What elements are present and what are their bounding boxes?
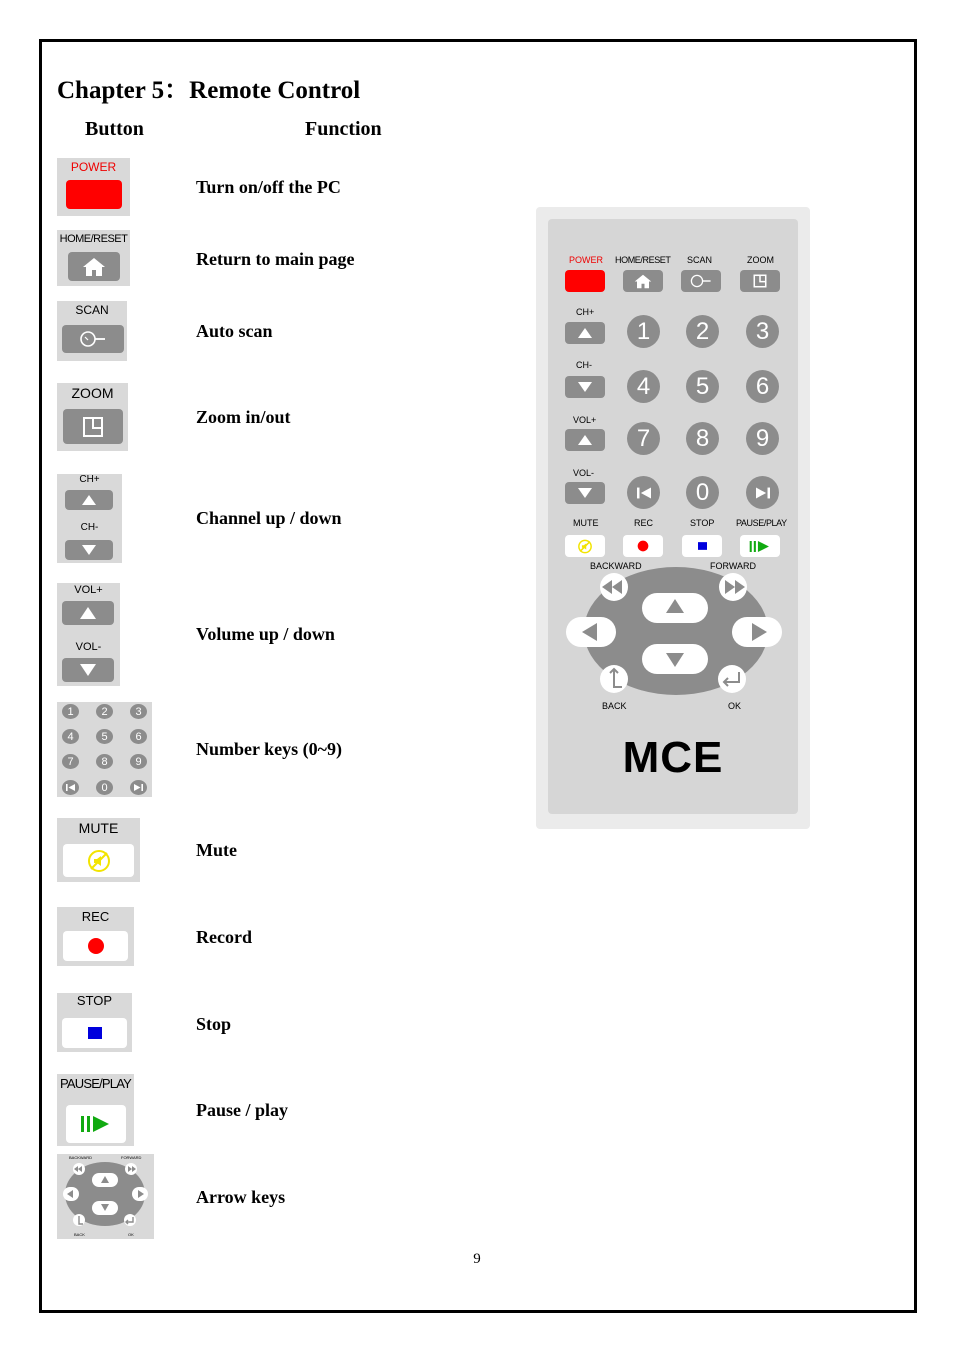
remote-vol-up-icon <box>565 429 605 451</box>
key-9: 9 <box>130 754 147 769</box>
home-icon <box>68 252 120 281</box>
arrow-ok-label: OK <box>128 1232 134 1237</box>
power-label: POWER <box>70 160 117 174</box>
remote-stop-icon <box>682 535 722 557</box>
remote-vol-down-icon <box>565 482 605 504</box>
home-button-image <box>57 230 130 286</box>
remote-key-9: 9 <box>746 422 779 455</box>
page-title: Chapter 5：Remote Control <box>57 77 361 104</box>
remote-key-0: 0 <box>686 476 719 509</box>
remote-home-icon <box>623 270 663 292</box>
home-label: HOME/RESET <box>59 233 128 245</box>
vol-down-icon <box>62 658 114 682</box>
home-description: Return to main page <box>196 249 355 269</box>
key-8: 8 <box>96 754 113 769</box>
arrow-forward-label: FORWARD <box>121 1155 142 1160</box>
mute-button-image <box>57 818 140 882</box>
mute-icon <box>63 844 134 877</box>
rec-label: REC <box>81 909 110 924</box>
pause-play-button-image <box>57 1074 134 1146</box>
vol-down-label: VOL- <box>75 641 102 653</box>
number-keys-description: Number keys (0~9) <box>196 739 343 759</box>
remote-key-1: 1 <box>627 315 660 348</box>
power-button <box>66 180 122 209</box>
remote-pause-play-label: PAUSE/PLAY <box>736 518 787 528</box>
remote-power-button <box>565 270 605 292</box>
page-number: 9 <box>473 1251 481 1267</box>
scan-description: Auto scan <box>196 321 273 341</box>
zoom-icon <box>63 409 123 444</box>
scan-label: SCAN <box>75 303 109 317</box>
remote-ch-down-icon <box>565 376 605 398</box>
pause-play-description: Pause / play <box>196 1100 289 1120</box>
remote-key-3: 3 <box>746 315 779 348</box>
stop-label: STOP <box>76 993 113 1008</box>
remote-pause-play-icon <box>740 535 780 557</box>
rec-button-image <box>57 907 134 966</box>
remote-scan-icon <box>681 270 721 292</box>
remote-scan-label: SCAN <box>687 255 713 265</box>
ch-down-icon <box>65 540 113 560</box>
remote-next-track-icon <box>746 476 779 509</box>
key-7: 7 <box>62 754 79 769</box>
remote-mute-label: MUTE <box>573 518 599 528</box>
pause-play-icon <box>66 1105 126 1143</box>
scan-icon <box>62 325 124 353</box>
remote-key-8: 8 <box>686 422 719 455</box>
vol-up-icon <box>62 601 114 625</box>
mute-description: Mute <box>196 840 237 860</box>
remote-zoom-icon <box>740 270 780 292</box>
remote-key-2: 2 <box>686 315 719 348</box>
key-4: 4 <box>62 729 79 744</box>
key-5: 5 <box>96 729 113 744</box>
remote-ch-down-label: CH- <box>576 360 592 370</box>
remote-zoom-label: ZOOM <box>747 255 774 265</box>
ch-up-label: CH+ <box>79 474 100 485</box>
remote-power-label: POWER <box>569 255 604 265</box>
stop-button-image <box>57 993 132 1052</box>
column-header-button: Button <box>85 118 144 140</box>
key-2: 2 <box>96 704 113 719</box>
remote-key-4: 4 <box>627 370 660 403</box>
arrow-keys-image <box>57 1154 154 1239</box>
mute-label: MUTE <box>78 820 119 836</box>
key-6: 6 <box>130 729 147 744</box>
arrow-backward-label: BACKWARD <box>69 1155 92 1160</box>
power-button-image <box>57 158 130 216</box>
ch-up-icon <box>65 490 113 510</box>
zoom-label: ZOOM <box>71 385 114 401</box>
next-track-icon <box>130 780 147 795</box>
prev-track-icon <box>62 780 79 795</box>
remote-ch-up-icon <box>565 322 605 344</box>
column-header-function: Function <box>305 118 382 140</box>
pause-play-label: PAUSE/PLAY <box>60 1076 131 1091</box>
record-icon <box>63 931 128 961</box>
scan-button-image <box>57 301 127 361</box>
remote-vol-up-label: VOL+ <box>573 415 597 425</box>
remote-vol-down-label: VOL- <box>573 468 595 478</box>
remote-forward-label: FORWARD <box>710 561 756 571</box>
remote-ok-label: OK <box>728 701 742 711</box>
remote-ch-up-label: CH+ <box>576 307 595 317</box>
arrow-back-label: BACK <box>74 1232 85 1237</box>
vol-up-label: VOL+ <box>74 584 103 596</box>
remote-mute-icon <box>565 535 605 557</box>
arrow-keys-description: Arrow keys <box>196 1187 286 1207</box>
remote-home-label: HOME/RESET <box>615 255 671 265</box>
number-keys-image <box>57 702 152 797</box>
remote-back-label: BACK <box>602 701 627 711</box>
ch-down-label: CH- <box>80 522 99 533</box>
channel-buttons-image <box>57 474 122 563</box>
remote-key-5: 5 <box>686 370 719 403</box>
zoom-button-image <box>57 383 128 451</box>
arrow-pad-illustration <box>57 1154 154 1239</box>
remote-rec-label: REC <box>634 518 654 528</box>
remote-backward-label: BACKWARD <box>590 561 642 571</box>
stop-icon <box>62 1018 127 1048</box>
remote-stop-label: STOP <box>690 518 715 528</box>
remote-key-7: 7 <box>627 422 660 455</box>
volume-buttons-image <box>57 583 120 686</box>
power-description: Turn on/off the PC <box>196 177 341 197</box>
remote-record-icon <box>623 535 663 557</box>
key-1: 1 <box>62 704 79 719</box>
remote-brand-logo: MCE <box>622 733 724 782</box>
remote-arrow-pad <box>560 565 790 700</box>
key-3: 3 <box>130 704 147 719</box>
volume-description: Volume up / down <box>196 624 335 644</box>
channel-description: Channel up / down <box>196 508 342 528</box>
stop-description: Stop <box>196 1014 232 1034</box>
remote-prev-track-icon <box>627 476 660 509</box>
zoom-description: Zoom in/out <box>196 407 291 427</box>
key-0: 0 <box>96 780 113 795</box>
remote-key-6: 6 <box>746 370 779 403</box>
rec-description: Record <box>196 927 252 947</box>
